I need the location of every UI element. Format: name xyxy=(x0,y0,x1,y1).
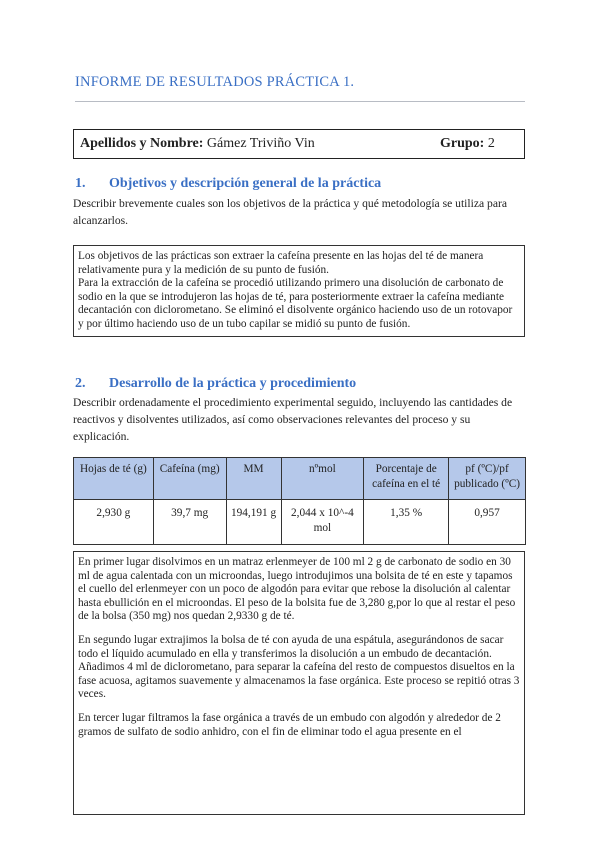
header-cell: nºmol xyxy=(281,458,364,500)
objectives-paragraph: Los objetivos de las prácticas son extraer la cafeína presente en las hojas del té de manera relativamente pura y la medición de su punto de fusión. xyxy=(78,250,484,276)
group-value: 2 xyxy=(487,136,495,151)
section-2-heading xyxy=(75,376,356,392)
procedure-paragraph: En tercer lugar filtramos la fase orgánica a través de un embudo con algodón y alrededor de 2 gramos de sulfato de sodio anhidro, con el fin de eliminar todo el agua presente en el xyxy=(78,711,501,738)
table-header-row xyxy=(74,458,526,500)
procedure-paragraph: En primer lugar disolvimos en un matraz erlenmeyer de 100 ml 2 g de carbonato de sodio en 30 ml de agua calentada con un microondas, luego introdujimos una bolsita de té en este y tapamos el cuello del erlenmeyer con un poco de algodón para evitar que rebose la disolución al calentar hasta ebullición en el microondas. El peso de la bolsita fue de 3,280 g,por lo que al restar el peso de la bolsa (350 mg) nos quedan 2,9330 g de té. xyxy=(78,556,516,623)
section-2-title: Desarrollo de la práctica y procedimiento xyxy=(109,376,357,391)
table-cell: 194,191 g xyxy=(226,500,281,545)
table-row xyxy=(74,500,526,545)
section-1-title: Objetivos y descripción general de la práctica xyxy=(109,176,382,191)
procedure-answer-box xyxy=(73,551,525,815)
section-1-number: 1. xyxy=(75,176,86,191)
header-cell: pf (ºC)/pf publicado (ºC) xyxy=(449,458,526,500)
table-cell: 2,930 g xyxy=(74,500,154,545)
table-cell: 39,7 mg xyxy=(153,500,226,545)
table-cell: 2,044 x 10^-4 mol xyxy=(281,500,364,545)
group-label: Grupo: xyxy=(440,136,485,151)
section-2-number: 2. xyxy=(75,376,86,391)
section-2-description: Describir ordenadamente el procedimiento experimental seguido, incluyendo las cantidades de reactivos y disolventes utilizados, así como observaciones relevantes del proceso y su explicación. xyxy=(73,396,513,443)
name-value: Gámez Triviño Vin xyxy=(206,136,315,151)
section-1-heading xyxy=(75,176,381,192)
results-table xyxy=(73,457,526,545)
page-title: INFORME DE RESULTADOS PRÁCTICA 1. xyxy=(75,74,355,90)
header-cell: Porcentaje de cafeína en el té xyxy=(364,458,449,500)
student-info-box xyxy=(73,129,525,159)
objectives-answer-box xyxy=(73,245,525,337)
methodology-paragraph: Para la extracción de la cafeína se procedió utilizando primero una disolución de carbonato de sodio en la que se introdujeron las hojas de té, para posteriormente extraer la cafeína mediante decantación con diclorometano. Se eliminó el disolvente orgánico haciendo uso de un rotovapor y por último haciendo uso de un tubo capilar se midió su punto de fusión. xyxy=(78,277,513,330)
title-divider xyxy=(75,101,525,102)
name-label: Apellidos y Nombre: xyxy=(80,136,204,151)
student-name xyxy=(80,136,315,152)
header-cell: Hojas de té (g) xyxy=(74,458,154,500)
table-cell: 1,35 % xyxy=(364,500,449,545)
table-cell: 0,957 xyxy=(449,500,526,545)
header-cell: Cafeína (mg) xyxy=(153,458,226,500)
procedure-paragraph: En segundo lugar extrajimos la bolsa de té con ayuda de una espátula, asegurándonos de sacar todo el líquido acumulado en ella y transferimos la disolución a un embudo de decantación. Añadimos 4 ml de diclorometano, para separar la cafeína del resto de compuestos disueltos en la fase acuosa, agitamos suavemente y almacenamos la fase orgánica. Este proceso se repitió otras 3 veces. xyxy=(78,633,520,701)
section-1-description: Describir brevemente cuales son los objetivos de la práctica y qué metodología se utiliza para alcanzarlos. xyxy=(73,197,507,227)
student-group xyxy=(440,136,495,152)
header-cell: MM xyxy=(226,458,281,500)
